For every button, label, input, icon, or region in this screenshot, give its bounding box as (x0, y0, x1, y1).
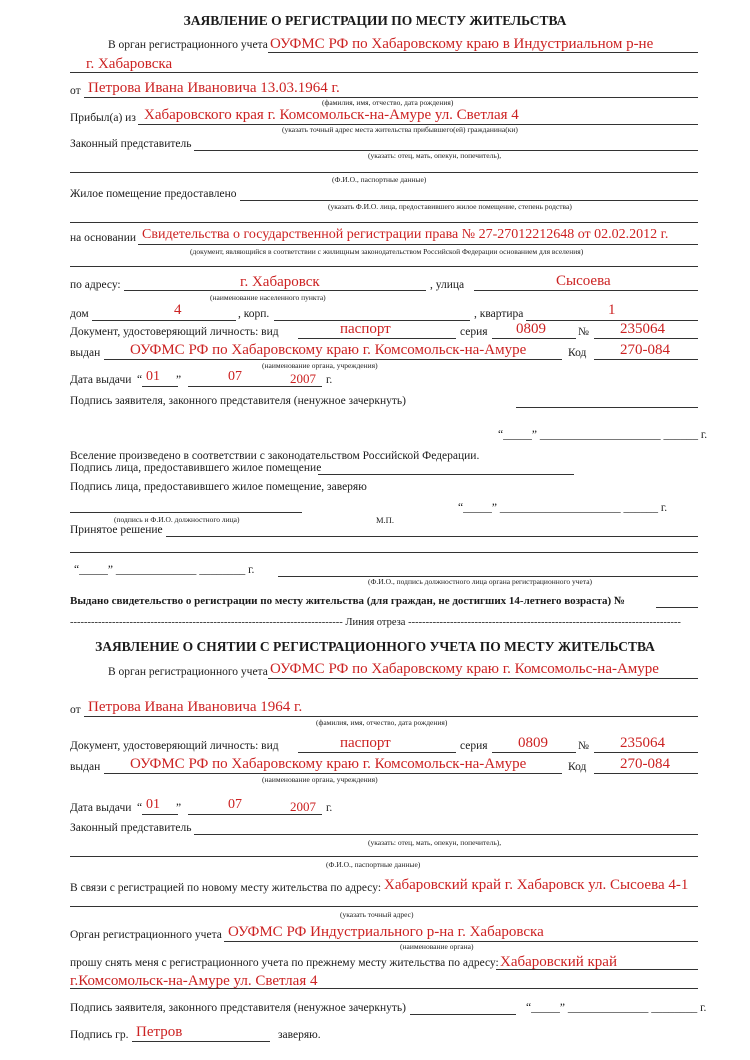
basis-line (138, 244, 698, 245)
organ2-label: Орган регистрационного учета (70, 929, 222, 941)
date-year: 2007 (290, 371, 316, 386)
dereg-sign-date: “_____” ______________ ________ г. (526, 1002, 707, 1014)
organ2-value: ОУФМС РФ Индустриального р-на г. Хабаровска (228, 924, 544, 940)
doc-value: паспорт (340, 321, 391, 337)
date-year-line (268, 386, 322, 387)
city-line (124, 290, 426, 291)
registration-title: ЗАЯВЛЕНИЕ О РЕГИСТРАЦИИ ПО МЕСТУ ЖИТЕЛЬСТВА (183, 13, 567, 28)
dereg-doc-label: Документ, удостоверяющий личность: вид (70, 740, 279, 752)
dereg-doc-value: паспорт (340, 735, 391, 751)
korp-label: , корп. (238, 308, 270, 320)
dereg-issued-value: ОУФМС РФ по Хабаровскому краю г. Комсомольск-на-Амуре (130, 756, 527, 772)
housing-line-2 (70, 222, 698, 223)
dereg-series-line (492, 752, 576, 753)
dereg-issued-hint: (наименование органа, учреждения) (262, 775, 378, 784)
new-addr-line (70, 906, 698, 907)
dereg-organ-line (268, 678, 698, 679)
issued-line (104, 359, 562, 360)
housing-line (240, 200, 698, 201)
official-line (70, 512, 302, 513)
new-addr-label: В связи с регистрацией по новому месту жительства по адресу: (70, 882, 382, 894)
organ2-hint: (наименование органа) (400, 942, 474, 951)
certificate-label: Выдано свидетельство о регистрации по месту жительства (для граждан, не достигших 14-летнего возраста) № (70, 595, 626, 607)
mp-label: М.П. (376, 515, 394, 525)
flat-line (526, 320, 698, 321)
doc-line (298, 338, 456, 339)
dereg-issued-line (104, 773, 562, 774)
from-hint: (фамилия, имя, отчество, дата рождения) (322, 98, 454, 107)
dereg-organ-value: ОУФМС РФ по Хабаровскому краю г. Комсомольс-на-Амуре (270, 661, 659, 677)
dereg-sign-label: Подпись заявителя, законного представителя (ненужное зачеркнуть) (70, 1002, 406, 1014)
dereg-num-label: № (578, 740, 589, 752)
date-line-1: “_____” _____________________ ______ г. (498, 429, 708, 441)
date-line-3: “_____” ______________ ________ г. (74, 564, 255, 576)
new-addr-hint: (указать точный адрес) (340, 910, 414, 919)
year-suffix: г. (326, 374, 333, 386)
series-label: серия (460, 326, 488, 338)
doc-label: Документ, удостоверяющий личность: вид (70, 326, 279, 338)
dereg-date-year-line (268, 814, 322, 815)
dereg-date-day: 01 (146, 797, 160, 812)
num-line (594, 338, 698, 339)
sign-label: Подпись заявителя, законного представителя (ненужное зачеркнуть) (70, 395, 406, 407)
dereg-year-suffix: г. (326, 802, 333, 814)
citizen-sign-label: Подпись гр. (70, 1029, 129, 1041)
street-label: , улица (430, 279, 465, 291)
fio-hint: (Ф.И.О., паспортные данные) (332, 175, 427, 184)
dereg-issued-label: выдан (70, 761, 101, 773)
dereg-from-hint: (фамилия, имя, отчество, дата рождения) (316, 718, 448, 727)
dereg-from-value: Петрова Ивана Ивановича 1964 г. (88, 699, 303, 715)
dereg-date-day-line (142, 814, 178, 815)
housing-hint: (указать Ф.И.О. лица, предоставившего жилое помещение, степень родства) (328, 202, 572, 211)
dereg-code-value: 270-084 (620, 756, 670, 772)
date-label: Дата выдачи (70, 374, 132, 386)
code-label: Код (568, 347, 587, 359)
sign-provider-label: Подпись лица, предоставившего жилое помещение (70, 462, 322, 474)
code-line (594, 359, 698, 360)
date-month: 07 (228, 369, 242, 384)
rep-label: Законный представитель (70, 138, 192, 150)
dereg-rep-label: Законный представитель (70, 822, 192, 834)
city-hint: (наименование населенного пункта) (210, 293, 326, 302)
date-quote-close: ” (176, 374, 182, 386)
organ-line (268, 52, 698, 53)
dereg-date-quote-open: “ (137, 802, 143, 814)
housing-label: Жилое помещение предоставлено (70, 188, 237, 200)
sign-provider-line (318, 474, 574, 475)
official-hint-2: (Ф.И.О., подпись должностного лица органа регистрационного учета) (368, 577, 593, 586)
organ-value-2: г. Хабаровска (86, 56, 173, 72)
addr-label: по адресу: (70, 279, 121, 291)
arrived-value: Хабаровского края г. Комсомольск-на-Амуре ул. Светлая 4 (144, 107, 519, 123)
citizen-sign-line (132, 1041, 270, 1042)
dereg-date-year: 2007 (290, 799, 316, 814)
house-label: дом (70, 308, 89, 320)
flat-label: , квартира (474, 308, 524, 320)
dereg-rep-line (194, 834, 698, 835)
date-day-line (142, 386, 178, 387)
cut-line: ------------------------------------------------------------------------------ Линия отреза ------------------------------------------------------------------------------ (70, 618, 681, 628)
dereg-rep-line-2 (70, 856, 698, 857)
dereg-from-line (84, 716, 698, 717)
flat-value: 1 (608, 302, 616, 318)
official-hint: (подпись и Ф.И.О. должностного лица) (114, 515, 240, 524)
organ-label: В орган регистрационного учета (108, 39, 268, 51)
date-quote-open: “ (137, 374, 143, 386)
series-value: 0809 (516, 321, 546, 337)
dereg-doc-line (298, 752, 456, 753)
code-value: 270-084 (620, 342, 670, 358)
dereg-date-label: Дата выдачи (70, 802, 132, 814)
organ-line-2 (70, 72, 698, 73)
dereg-num-line (594, 752, 698, 753)
dereg-sign-line (410, 1014, 516, 1015)
sign-line (516, 407, 698, 408)
certificate-line (656, 607, 698, 608)
house-value: 4 (174, 302, 182, 318)
dereg-fio-hint: (Ф.И.О., паспортные данные) (326, 860, 421, 869)
dereg-series-value: 0809 (518, 735, 548, 751)
basis-value: Свидетельства о государственной регистрации права № 27-27012212648 от 02.02.2012 г. (142, 227, 669, 242)
issued-hint: (наименование органа, учреждения) (262, 361, 378, 370)
issued-label: выдан (70, 347, 101, 359)
certify-label: заверяю. (278, 1029, 321, 1041)
date-line-2: “_____” _____________________ ______ г. (458, 502, 668, 514)
dereg-num-value: 235064 (620, 735, 665, 751)
city-value: г. Хабаровск (240, 274, 320, 290)
issued-value: ОУФМС РФ по Хабаровскому краю г. Комсомольск-на-Амуре (130, 342, 527, 358)
deregistration-title: ЗАЯВЛЕНИЕ О СНЯТИИ С РЕГИСТРАЦИОННОГО УЧЕТА ПО МЕСТУ ЖИТЕЛЬСТВА (95, 639, 655, 654)
citizen-sign-value: Петров (136, 1024, 183, 1040)
dereg-series-label: серия (460, 740, 488, 752)
house-line (92, 320, 236, 321)
arrived-label: Прибыл(а) из (70, 112, 136, 124)
new-addr-value: Хабаровский край г. Хабаровск ул. Сысоева 4-1 (384, 877, 689, 893)
decision-line-2 (70, 552, 698, 553)
old-addr-line-2 (70, 988, 698, 989)
date-day: 01 (146, 369, 160, 384)
dereg-code-label: Код (568, 761, 587, 773)
rep-line-2 (70, 172, 698, 173)
dereg-from-label: от (70, 704, 81, 716)
num-label: № (578, 326, 589, 338)
decision-label: Принятое решение (70, 524, 163, 536)
dereg-code-line (594, 773, 698, 774)
from-label: от (70, 85, 81, 97)
sign-provider-cert-label: Подпись лица, предоставившего жилое помещение, заверяю (70, 481, 367, 493)
street-line (474, 290, 698, 291)
old-addr-value-2: г.Комсомольск-на-Амуре ул. Светлая 4 (70, 973, 318, 989)
dereg-rep-hint: (указать: отец, мать, опекун, попечитель), (368, 838, 502, 847)
dereg-date-month: 07 (228, 797, 242, 812)
arrived-hint: (указать точный адрес места жительства прибывшего(ей) гражданина(ки) (282, 125, 518, 134)
settle-text: Вселение произведено в соответствии с законодательством Российской Федерации. (70, 450, 480, 462)
series-line (492, 338, 576, 339)
basis-hint: (документ, являющийся в соответствии с жилищным законодательством Российской Федерации основанием для вселения) (190, 247, 584, 256)
old-addr-value-1: Хабаровский край (500, 954, 617, 970)
dereg-organ-label: В орган регистрационного учета (108, 666, 268, 678)
decision-line (166, 536, 698, 537)
basis-line-2 (70, 266, 698, 267)
basis-label: на основании (70, 232, 137, 244)
num-value: 235064 (620, 321, 665, 337)
organ-value: ОУФМС РФ по Хабаровскому краю в Индустриальном р-не (270, 36, 654, 52)
from-value: Петрова Ивана Ивановича 13.03.1964 г. (88, 80, 340, 96)
dereg-date-quote-close: ” (176, 802, 182, 814)
request-label: прошу снять меня с регистрационного учета по прежнему месту жительства по адресу: (70, 957, 499, 969)
street-value: Сысоева (556, 273, 611, 289)
rep-hint: (указать: отец, мать, опекун, попечитель), (368, 151, 502, 160)
